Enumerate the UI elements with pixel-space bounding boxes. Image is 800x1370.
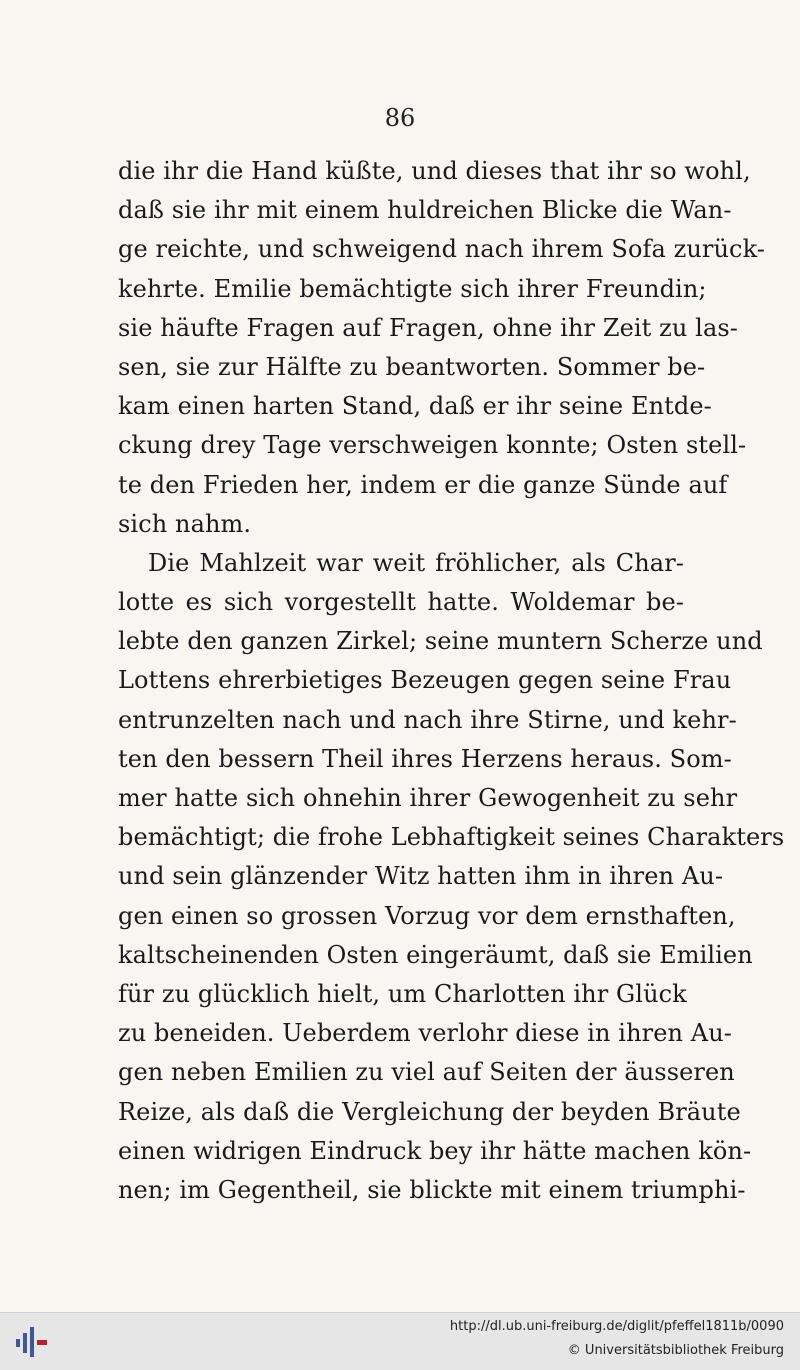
text-line: sen, sie zur Hälfte zu beantworten. Sommer be-: [118, 352, 706, 381]
text-line: Lottens ehrerbietiges Bezeugen gegen seine Frau: [118, 666, 732, 695]
permalink-url[interactable]: http://dl.ub.uni-freiburg.de/diglit/pfeffel1811b/0090: [449, 1319, 784, 1334]
text-block: [118, 152, 785, 1210]
text-line: entrunzelten nach und nach ihre Stirne, und kehr-: [118, 705, 737, 734]
text-line: nen; im Gegentheil, sie blickte mit einem triumphi-: [118, 1175, 746, 1204]
text-line: zu beneiden. Ueberdem verlohr diese in ihren Au-: [118, 1019, 732, 1048]
viewer-footer: [0, 1312, 800, 1370]
text-line: einen widrigen Eindruck bey ihr hätte machen kön-: [118, 1136, 752, 1165]
copyright-text: © Universitätsbibliothek Freiburg: [567, 1343, 784, 1358]
text-line: lebte den ganzen Zirkel; seine muntern Scherze und: [118, 627, 763, 656]
text-line: gen neben Emilien zu viel auf Seiten der äusseren: [118, 1058, 735, 1087]
text-line: sie häufte Fragen auf Fragen, ohne ihr Zeit zu las-: [118, 313, 738, 342]
text-line: sich nahm.: [118, 509, 252, 538]
text-line: kehrte. Emilie bemächtigte sich ihrer Freundin;: [118, 274, 707, 303]
text-line: ckung drey Tage verschweigen konnte; Osten stell-: [118, 431, 747, 460]
text-line: Reize, als daß die Vergleichung der beyden Bräute: [118, 1097, 741, 1126]
text-line: gen einen so grossen Vorzug vor dem ernsthaften,: [118, 901, 736, 930]
library-logo-icon: [14, 1325, 50, 1359]
text-line: kam einen harten Stand, daß er ihr seine Entde-: [118, 392, 712, 421]
text-line: kaltscheinenden Osten eingeräumt, daß sie Emilien: [118, 940, 753, 969]
text-line: ge reichte, und schweigend nach ihrem Sofa zurück-: [118, 235, 766, 264]
text-line: die ihr die Hand küßte, und dieses that ihr so wohl,: [118, 157, 751, 185]
text-line: daß sie ihr mit einem huldreichen Blicke die Wan-: [118, 196, 732, 225]
text-line: mer hatte sich ohnehin ihrer Gewogenheit zu sehr: [118, 784, 738, 812]
text-line: und sein glänzender Witz hatten ihm in ihren Au-: [118, 862, 724, 891]
page-number: 86: [384, 104, 416, 132]
text-line: ten den bessern Theil ihres Herzens heraus. Som-: [118, 744, 732, 773]
text-line: bemächtigt; die frohe Lebhaftigkeit seines Charakters: [118, 823, 785, 852]
text-line: lotte es sich vorgestellt hatte. Woldemar be-: [118, 588, 684, 617]
text-line: te den Frieden her, indem er die ganze Sünde auf: [118, 470, 728, 499]
text-line: Die Mahlzeit war weit fröhlicher, als Char-: [148, 548, 684, 577]
text-line: für zu glücklich hielt, um Charlotten ihr Glück: [118, 979, 687, 1008]
